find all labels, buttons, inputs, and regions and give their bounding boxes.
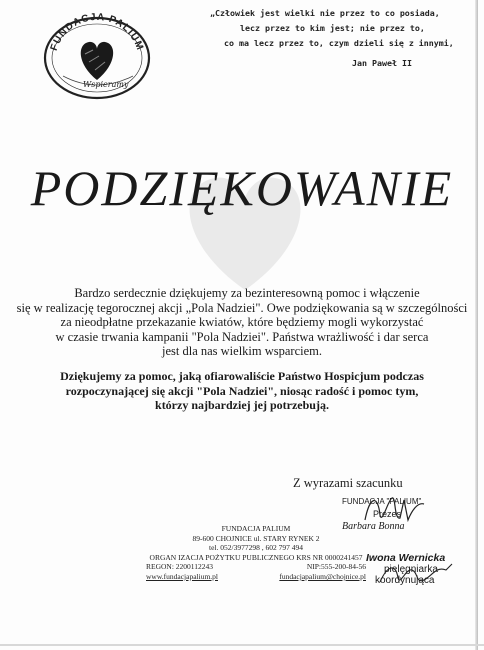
footer-contact-row <box>136 572 376 582</box>
stamp-role-nurse-1: pielęgniarka <box>384 564 438 575</box>
paragraph-line: za nieodpłatne przekazanie kwiatów, które będziemy mogli wykorzystać <box>60 315 424 329</box>
quote-line: lecz przez to kim jest; nie przez to, <box>240 23 425 33</box>
quote-line: „Człowiek jest wielki nie przez to co posiada, <box>210 8 440 18</box>
footer-website-link[interactable]: www.fundacjapalium.pl <box>146 571 218 581</box>
page-title: PODZIĘKOWANIE <box>30 160 454 216</box>
quote-author: Jan Paweł II <box>352 58 412 68</box>
svg-text:FUNDACJA PALIUM <box>49 12 146 52</box>
foundation-logo <box>37 6 157 102</box>
paragraph-line: Dziękujemy za pomoc, jaką ofiarowaliście Państwo Hospicjum podczas <box>60 369 424 383</box>
foundation-footer <box>136 524 376 582</box>
president-signature <box>360 490 430 530</box>
stamp-role-president: Prezes <box>373 509 402 519</box>
logo-ring-text: FUNDACJA PALIUM <box>48 11 146 53</box>
quote-line: co ma lecz przez to, czym dzieli się z innymi, <box>224 38 454 48</box>
thanks-paragraph <box>0 286 484 359</box>
stamp-name-president: Barbara Bonna <box>342 521 405 532</box>
nurse-signature <box>376 560 456 590</box>
footer-email-link[interactable]: fundacjapalium@chojnice.pl <box>279 571 366 581</box>
footer-registration: ORGAN IZACJA POŻYTKU PUBLICZNEGO KRS NR 0000241457 <box>149 552 363 562</box>
footer-nip: NIP:555-200-84-56 <box>306 562 366 572</box>
page-bottom-edge <box>0 644 484 646</box>
quote-block <box>210 6 460 51</box>
footer-org-name: FUNDACJA PALIUM <box>221 524 291 533</box>
stamp-role-nurse-2: koordynująca <box>375 575 435 586</box>
logo-script-text: Wspieramy <box>83 80 129 89</box>
footer-ids-row <box>136 562 376 572</box>
paragraph-line: którzy najbardziej jej potrzebują. <box>155 398 329 412</box>
footer-regon: REGON: 2200112243 <box>146 562 214 572</box>
paragraph-line: rozpoczynającej się akcji "Pola Nadziei", niosąc radość i pomoc tym, <box>65 383 419 398</box>
stamp-name-nurse: Iwona Wernicka <box>366 552 446 564</box>
hospice-paragraph <box>0 369 484 413</box>
closing-regards: Z wyrazami szacunku <box>293 476 403 490</box>
footer-address: 89-600 CHOJNICE ul. STARY RYNEK 2 <box>192 533 320 543</box>
paragraph-line: jest dla nas wielkim wsparciem. <box>161 344 323 358</box>
paragraph-line: w czasie trwania kampanii "Pola Nadziei". Państwa wrażliwość i dar serca <box>55 329 429 344</box>
paragraph-line: się w realizację tegorocznej akcji „Pola Nadziei". Owe podziękowania są w szczególności <box>16 300 468 315</box>
footer-phone: tel. 052/3977298 , 602 797 494 <box>209 543 303 553</box>
paragraph-line: Bardzo serdecznie dziękujemy za bezinteresowną pomoc i włączenie <box>74 286 420 300</box>
foundation-stamp: FUNDACJA "PALIUM" <box>342 497 422 506</box>
